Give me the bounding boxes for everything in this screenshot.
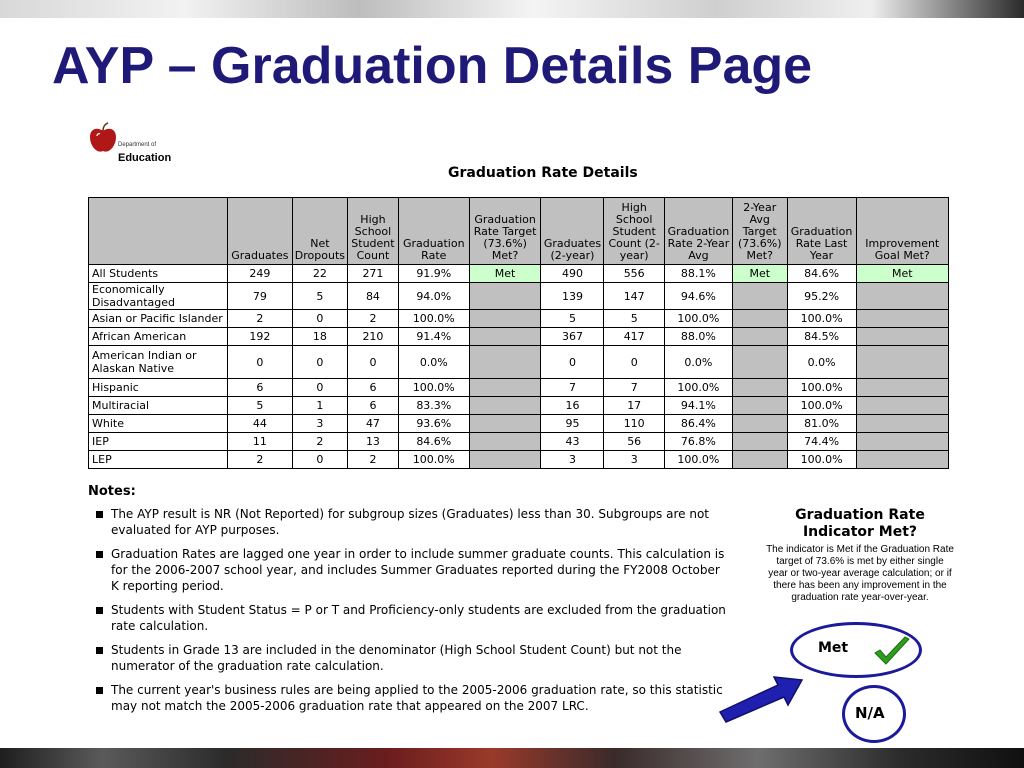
green-checkmark-icon [872,636,912,668]
data-cell-count2: 3 [604,451,664,469]
data-cell-target-met [469,379,541,397]
data-cell-grads2: 95 [541,415,604,433]
data-cell-improvement [856,346,949,379]
data-cell-avg2: 0.0% [664,346,732,379]
data-cell-target-met [469,310,541,328]
data-cell-count: 271 [348,265,399,283]
data-cell-dropouts: 0 [292,379,347,397]
data-cell-graduates: 0 [227,346,292,379]
table-row [89,379,949,397]
top-decor-band [0,0,1024,18]
row-label-cell: African American [89,328,228,346]
data-cell-improvement [856,415,949,433]
data-cell-grads2: 3 [541,451,604,469]
data-cell-target-met [469,283,541,310]
data-cell-last-year: 74.4% [787,433,856,451]
table-row [89,310,949,328]
data-cell-last-year: 100.0% [787,379,856,397]
column-header: Graduation Rate [398,198,469,265]
column-header: Graduation Rate Last Year [787,198,856,265]
data-cell-rate: 100.0% [398,379,469,397]
bullet-square-icon [96,551,103,558]
data-cell-count: 47 [348,415,399,433]
met-label: Met [818,640,849,656]
note-item [96,642,726,674]
data-cell-count2: 556 [604,265,664,283]
ohio-education-logo [88,122,178,166]
data-cell-rate: 94.0% [398,283,469,310]
row-label-cell: Hispanic [89,379,228,397]
data-cell-graduates: 5 [227,397,292,415]
data-cell-avg-met [732,397,787,415]
table-title: Graduation Rate Details [448,165,638,181]
table-row [89,346,949,379]
notes-list [96,506,726,722]
column-header [89,198,228,265]
data-cell-graduates: 79 [227,283,292,310]
data-cell-last-year: 100.0% [787,451,856,469]
table-row [89,283,949,310]
data-cell-graduates: 44 [227,415,292,433]
data-cell-avg2: 100.0% [664,310,732,328]
note-item [96,682,726,714]
data-cell-target-met [469,328,541,346]
data-cell-improvement [856,397,949,415]
column-header: Improvement Goal Met? [856,198,949,265]
data-cell-count: 84 [348,283,399,310]
data-cell-improvement [856,283,949,310]
data-cell-avg-met [732,379,787,397]
data-cell-target-met: Met [469,265,541,283]
data-cell-dropouts: 3 [292,415,347,433]
data-cell-count2: 417 [604,328,664,346]
data-cell-dropouts: 2 [292,433,347,451]
note-item [96,506,726,538]
data-cell-improvement [856,451,949,469]
data-cell-improvement [856,310,949,328]
data-cell-avg-met [732,433,787,451]
data-cell-grads2: 16 [541,397,604,415]
note-text: The AYP result is NR (Not Reported) for subgroup sizes (Graduates) less than 30. Subgroups are not evaluated for AYP purposes. [111,507,709,537]
data-cell-last-year: 81.0% [787,415,856,433]
data-cell-avg-met [732,328,787,346]
data-cell-count: 6 [348,379,399,397]
data-cell-last-year: 100.0% [787,310,856,328]
data-cell-avg2: 88.1% [664,265,732,283]
data-cell-dropouts: 22 [292,265,347,283]
data-cell-count: 2 [348,451,399,469]
bullet-square-icon [96,511,103,518]
logo-dept-text: Department of [118,142,157,148]
indicator-title: Graduation Rate Indicator Met? [795,507,925,540]
data-cell-last-year: 84.5% [787,328,856,346]
data-cell-count2: 7 [604,379,664,397]
table-body [89,265,949,469]
data-cell-improvement: Met [856,265,949,283]
note-item [96,546,726,594]
row-label-cell: White [89,415,228,433]
na-label: N/A [855,704,885,722]
row-label-cell: Asian or Pacific Islander [89,310,228,328]
table-row [89,415,949,433]
row-label-cell: All Students [89,265,228,283]
data-cell-dropouts: 5 [292,283,347,310]
row-label-cell: IEP [89,433,228,451]
data-cell-rate: 100.0% [398,310,469,328]
note-text: Students in Grade 13 are included in the denominator (High School Student Count) but not the numerator of the graduation rate calculation. [111,643,682,673]
bottom-decor-band [0,748,1024,768]
slide-title: AYP – Graduation Details Page [52,37,813,95]
notes-heading: Notes: [88,484,136,499]
data-cell-avg-met: Met [732,265,787,283]
column-header: High School Student Count [348,198,399,265]
data-cell-last-year: 84.6% [787,265,856,283]
data-cell-avg-met [732,451,787,469]
column-header: High School Student Count (2-year) [604,198,664,265]
row-label-cell: American Indian or Alaskan Native [89,346,228,379]
data-cell-grads2: 139 [541,283,604,310]
table-row [89,397,949,415]
row-label-cell: Economically Disadvantaged [89,283,228,310]
data-cell-grads2: 5 [541,310,604,328]
data-cell-avg-met [732,283,787,310]
data-cell-graduates: 2 [227,451,292,469]
data-cell-avg2: 88.0% [664,328,732,346]
column-header: 2-Year Avg Target (73.6%) Met? [732,198,787,265]
data-cell-avg-met [732,346,787,379]
note-text: Students with Student Status = P or T and Proficiency-only students are excluded from the graduation rate calculation. [111,603,726,633]
data-cell-rate: 100.0% [398,451,469,469]
data-cell-dropouts: 0 [292,310,347,328]
data-cell-count: 6 [348,397,399,415]
data-cell-target-met [469,451,541,469]
data-cell-dropouts: 1 [292,397,347,415]
data-cell-improvement [856,433,949,451]
data-cell-grads2: 43 [541,433,604,451]
data-cell-count2: 17 [604,397,664,415]
data-cell-rate: 0.0% [398,346,469,379]
table-row [89,328,949,346]
column-header: Graduation Rate 2-Year Avg [664,198,732,265]
table-row [89,451,949,469]
data-cell-graduates: 2 [227,310,292,328]
data-cell-last-year: 100.0% [787,397,856,415]
data-cell-graduates: 11 [227,433,292,451]
logo-name-text: Education [118,152,172,164]
row-label-cell: Multiracial [89,397,228,415]
data-cell-rate: 84.6% [398,433,469,451]
data-cell-rate: 91.4% [398,328,469,346]
data-cell-last-year: 0.0% [787,346,856,379]
data-cell-dropouts: 0 [292,451,347,469]
indicator-description: The indicator is Met if the Graduation Rate target of 73.6% is met by either single year or two-year average calculation; or if there has been any improvement in the graduation rate year-over-year. [766,544,954,603]
table-header-row [89,198,949,265]
data-cell-improvement [856,379,949,397]
bullet-square-icon [96,607,103,614]
data-cell-avg2: 100.0% [664,379,732,397]
data-cell-graduates: 192 [227,328,292,346]
data-cell-avg2: 76.8% [664,433,732,451]
data-cell-count2: 56 [604,433,664,451]
data-cell-graduates: 249 [227,265,292,283]
data-cell-grads2: 0 [541,346,604,379]
data-cell-count: 0 [348,346,399,379]
ohio-apple-logo-icon [88,122,118,156]
data-cell-count2: 0 [604,346,664,379]
data-cell-count2: 5 [604,310,664,328]
data-cell-avg2: 94.1% [664,397,732,415]
row-label-cell: LEP [89,451,228,469]
column-header: Graduates [227,198,292,265]
column-header: Graduates (2-year) [541,198,604,265]
data-cell-avg2: 86.4% [664,415,732,433]
data-cell-count: 210 [348,328,399,346]
note-text: The current year's business rules are being applied to the 2005-2006 graduation rate, so this statistic may not match the 2005-2006 graduation rate that appeared on the 2007 LRC. [111,683,723,713]
bullet-square-icon [96,687,103,694]
data-cell-dropouts: 0 [292,346,347,379]
data-cell-avg2: 100.0% [664,451,732,469]
blue-arrow-icon [716,672,806,724]
data-cell-grads2: 7 [541,379,604,397]
data-cell-target-met [469,433,541,451]
data-cell-target-met [469,415,541,433]
bullet-square-icon [96,647,103,654]
data-cell-rate: 83.3% [398,397,469,415]
graduation-rate-table [88,197,949,469]
note-item [96,602,726,634]
data-cell-dropouts: 18 [292,328,347,346]
data-cell-avg2: 94.6% [664,283,732,310]
data-cell-rate: 93.6% [398,415,469,433]
note-text: Graduation Rates are lagged one year in order to include summer graduate counts. This calculation is for the 2006-2007 school year, and includes Summer Graduates reported during the FY2008 October K reporting period. [111,547,725,593]
data-cell-count2: 147 [604,283,664,310]
data-cell-last-year: 95.2% [787,283,856,310]
data-cell-target-met [469,397,541,415]
data-cell-graduates: 6 [227,379,292,397]
data-cell-avg-met [732,310,787,328]
data-cell-count: 13 [348,433,399,451]
data-cell-rate: 91.9% [398,265,469,283]
data-cell-improvement [856,328,949,346]
data-cell-count2: 110 [604,415,664,433]
column-header: Graduation Rate Target (73.6%) Met? [469,198,541,265]
table-row [89,265,949,283]
data-cell-grads2: 367 [541,328,604,346]
data-cell-count: 2 [348,310,399,328]
data-cell-grads2: 490 [541,265,604,283]
data-cell-avg-met [732,415,787,433]
data-cell-target-met [469,346,541,379]
table-row [89,433,949,451]
column-header: Net Dropouts [292,198,347,265]
